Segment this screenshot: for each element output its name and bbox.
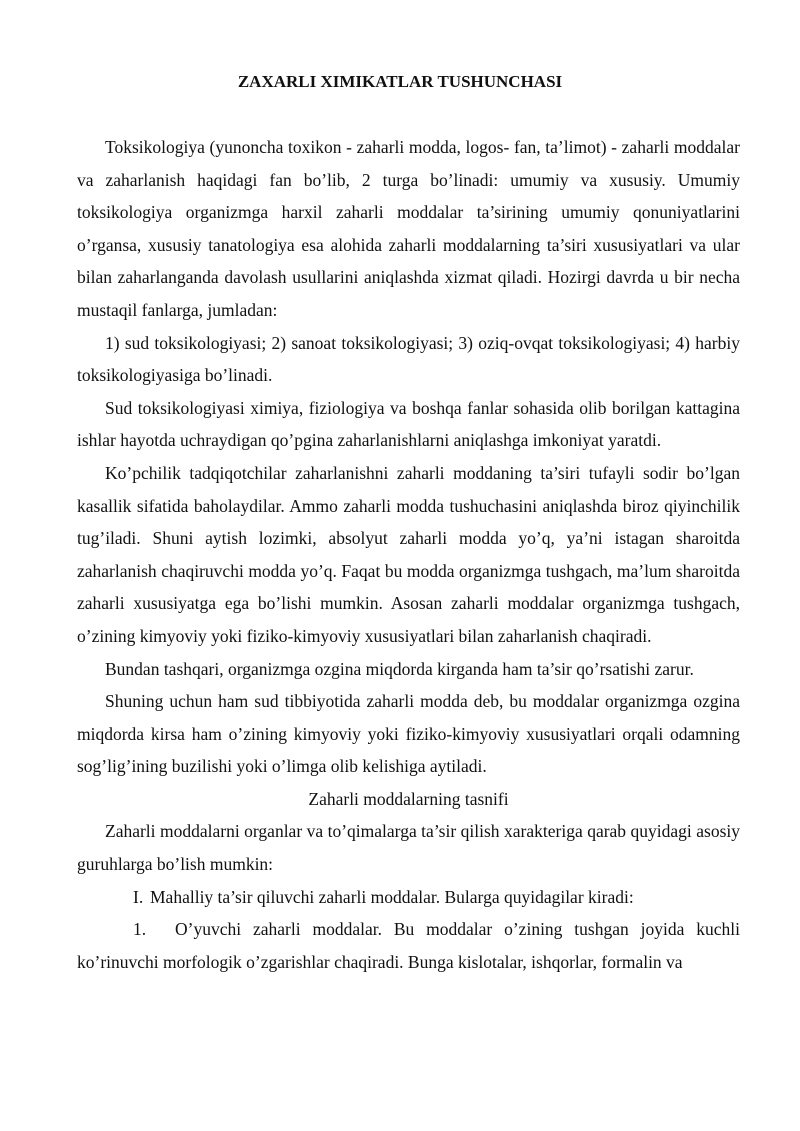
- list-item-I-number: I.: [133, 886, 144, 907]
- list-item-I-text: Mahalliy ta’sir qiluvchi zaharli moddalar. Bularga quyidagilar kiradi:: [150, 886, 634, 907]
- list-item-I: [77, 881, 740, 914]
- document-body: [77, 131, 740, 978]
- paragraph-definition: Toksikologiya (yunoncha toxikon - zaharli modda, logos- fan, ta’limot) - zaharli moddalar va zaharlanish haqidagi fan bo’lib, 2 turga bo’linadi: umumiy va xususiy. Umumiy toksikologiya organizmga harxil zaharli moddalar ta’sirining umumiy qonuniyatlarini o’rgansa, xususiy tanatologiya esa alohida zaharli moddalarning ta’siri xususiyatlari va ular bilan zaharlanganda davolash usullarini aniqlashda xizmat qiladi. Hozirgi davrda u bir necha mustaqil fanlarga, jumladan:: [77, 137, 740, 320]
- document-title: ZAXARLI XIMIKATLAR TUSHUNCHASI: [237, 72, 563, 91]
- list-item-1: [77, 913, 740, 978]
- paragraph-forensic-definition: Shuning uchun ham sud tibbiyotida zaharli modda deb, bu moddalar organizmga ozgina miqdorda kirsa ham o’zining kimyoviy yoki fiziko-kimyoviy xususiyatlari orqali odamning sog’lig’ining buzilishi yoki o’limga olib kelishiga aytiladi.: [77, 691, 740, 777]
- section-subheading: Zaharli moddalarning tasnifi: [308, 788, 509, 809]
- paragraph-classification-intro: Zaharli moddalarni organlar va to’qimalarga ta’sir qilish xarakteriga qarab quyidagi asosiy guruhlarga bo’lish mumkin:: [77, 821, 740, 875]
- list-item-1-text: O’yuvchi zaharli moddalar. Bu moddalar o’zining tushgan joyida kuchli ko’rinuvchi morfologik o’zgarishlar chaqiradi. Bunga kislotalar, ishqorlar, formalin va: [77, 919, 740, 972]
- paragraph-researchers: Ko’pchilik tadqiqotchilar zaharlanishni zaharli moddaning ta’siri tufayli sodir bo’lgan kasallik sifatida baholaydilar. Ammo zaharli modda tushuchasini aniqlashda biroz qiyinchilik tug’iladi. Shuni aytish lozimki, absolyut zaharli modda yo’q, ya’ni istagan sharoitda zaharlanish chaqiruvchi modda yo’q. Faqat bu modda organizmga tushgach, ma’lum sharoitda zaharli xususiyatga ega bo’lishi mumkin. Asosan zaharli moddalar organizmga tushgach, o’zining kimyoviy yoki fiziko-kimyoviy xususiyatlari bilan zaharlanish chaqiradi.: [77, 462, 740, 646]
- paragraph-forensic: Sud toksikologiyasi ximiya, fiziologiya va boshqa fanlar sohasida olib borilgan kattagina ishlar hayotda uchraydigan qo’pgina zaharlanishlarni aniqlashga imkoniyat yaratdi.: [77, 397, 740, 451]
- paragraph-small-dose: Bundan tashqari, organizmga ozgina miqdorda kirganda ham ta’sir qo’rsatishi zarur.: [105, 658, 694, 679]
- list-item-1-number: 1.: [133, 919, 147, 940]
- paragraph-branches: 1) sud toksikologiyasi; 2) sanoat toksikologiyasi; 3) oziq-ovqat toksikologiyasi; 4) harbiy toksikologiyasiga bo’linadi.: [77, 332, 740, 386]
